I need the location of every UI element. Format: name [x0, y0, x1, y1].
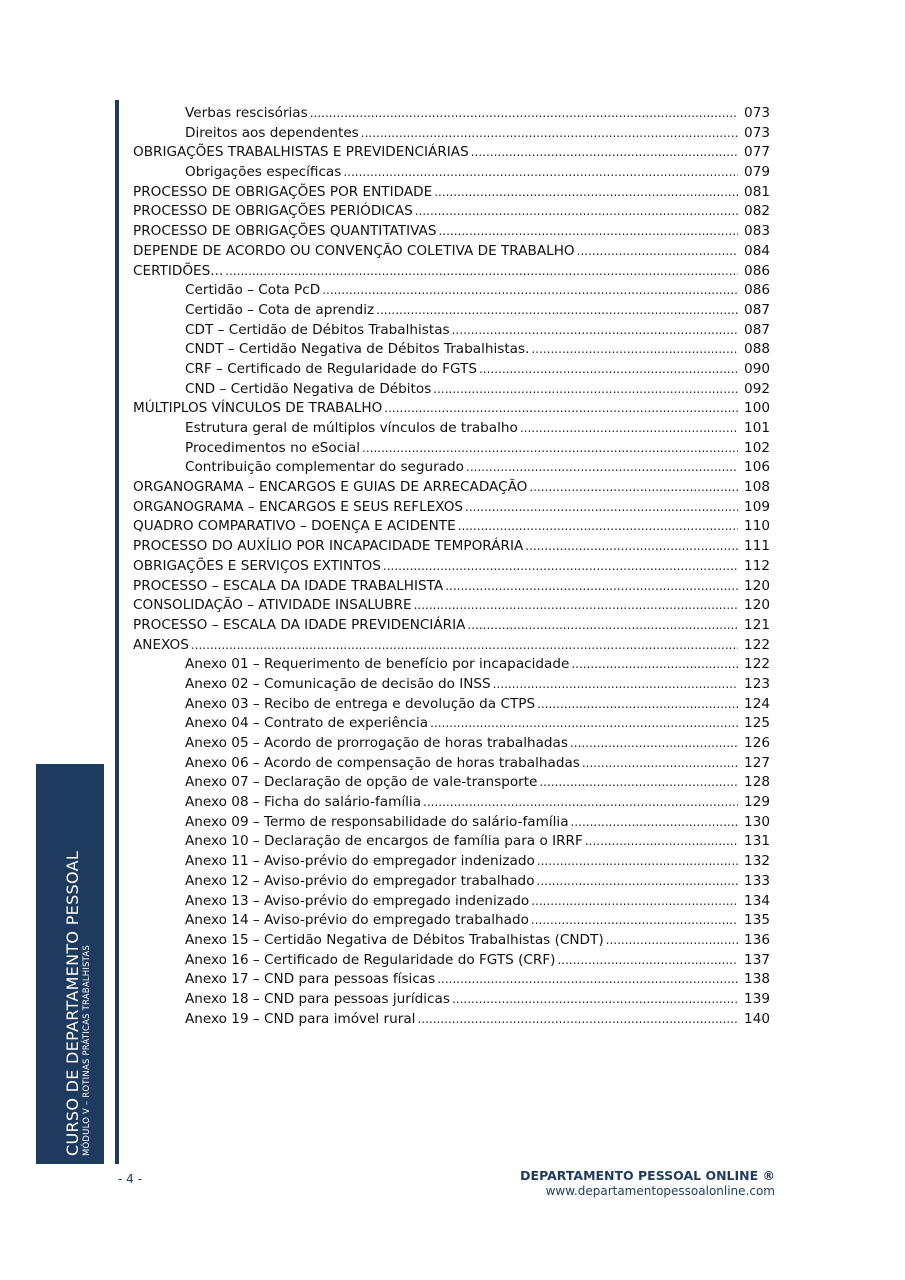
toc-entry	[133, 439, 770, 459]
toc-entry-page: 088	[744, 341, 770, 358]
toc-entry	[133, 577, 770, 597]
toc-entry-title: ORGANOGRAMA – ENCARGOS E GUIAS DE ARRECADAÇÃO	[133, 479, 528, 496]
toc-entry-page: 083	[744, 223, 770, 240]
toc-entry-page: 121	[744, 616, 770, 633]
toc-leader-dots	[376, 301, 738, 321]
toc-entry-page: 090	[744, 360, 770, 377]
toc-entry	[133, 931, 770, 951]
toc-entry	[133, 399, 770, 419]
toc-entry-page: 137	[744, 951, 770, 968]
toc-entry-page: 128	[744, 774, 770, 791]
toc-entry-page: 135	[744, 912, 770, 929]
toc-entry	[133, 360, 770, 380]
toc-leader-dots	[362, 439, 738, 459]
toc-leader-dots	[577, 242, 738, 262]
toc-entry	[133, 458, 770, 478]
toc-leader-dots	[479, 360, 738, 380]
toc-entry	[133, 990, 770, 1010]
toc-entry	[133, 655, 770, 675]
toc-entry	[133, 340, 770, 360]
toc-entry	[133, 104, 770, 124]
toc-entry-page: 087	[744, 321, 770, 338]
toc-leader-dots	[520, 419, 738, 439]
footer-brand: DEPARTAMENTO PESSOAL ONLINE ®	[520, 1168, 775, 1183]
toc-entry	[133, 281, 770, 301]
toc-entry-title: CONSOLIDAÇÃO – ATIVIDADE INSALUBRE	[133, 597, 412, 614]
toc-entry-page: 134	[744, 892, 770, 909]
toc-entry-title: CNDT – Certidão Negativa de Débitos Trabalhistas.	[185, 341, 530, 358]
toc-entry-title: Anexo 05 – Acordo de prorrogação de horas trabalhadas	[185, 735, 568, 751]
toc-entry	[133, 301, 770, 321]
toc-entry-page: 132	[744, 853, 770, 870]
toc-leader-dots	[384, 399, 738, 419]
toc-entry	[133, 892, 770, 912]
toc-entry	[133, 636, 770, 656]
toc-leader-dots	[322, 281, 738, 301]
margin-rule	[115, 100, 119, 1164]
toc-entry	[133, 380, 770, 400]
toc-entry-title: PROCESSO DE OBRIGAÇÕES POR ENTIDADE	[133, 183, 433, 200]
toc-leader-dots	[582, 754, 738, 774]
toc-entry	[133, 222, 770, 242]
toc-entry-title: Obrigações específicas	[185, 164, 342, 181]
toc-entry-page: 102	[744, 439, 770, 456]
toc-entry	[133, 675, 770, 695]
toc-entry-page: 081	[744, 183, 770, 200]
toc-entry	[133, 202, 770, 222]
toc-entry-page: 110	[744, 518, 770, 535]
toc-entry-title: ANEXOS	[133, 636, 189, 653]
toc-entry	[133, 183, 770, 203]
toc-entry	[133, 596, 770, 616]
toc-entry-title: Procedimentos no eSocial	[185, 439, 360, 456]
toc-entry-title: ORGANOGRAMA – ENCARGOS E SEUS REFLEXOS	[133, 498, 464, 515]
toc-leader-dots	[438, 222, 738, 242]
toc-entry-title: DEPENDE DE ACORDO OU CONVENÇÃO COLETIVA DE TRABALHO	[133, 242, 575, 259]
toc-entry-page: 138	[744, 971, 770, 988]
toc-entry	[133, 695, 770, 715]
toc-leader-dots	[537, 695, 738, 715]
toc-entry	[133, 852, 770, 872]
toc-entry	[133, 773, 770, 793]
toc-leader-dots	[452, 990, 738, 1010]
toc-entry-page: 112	[744, 557, 770, 574]
toc-entry-page: 124	[744, 695, 770, 712]
toc-entry-title: Anexo 09 – Termo de responsabilidade do salário-família	[185, 813, 569, 830]
toc-leader-dots	[445, 577, 738, 597]
toc-entry-page: 109	[744, 498, 770, 515]
toc-entry-title: Certidão – Cota de aprendiz	[185, 301, 375, 318]
toc-entry	[133, 242, 770, 262]
toc-entry	[133, 478, 770, 498]
toc-entry-title: CDT – Certidão de Débitos Trabalhistas	[185, 321, 450, 338]
toc-leader-dots	[571, 655, 738, 675]
sidebar-text	[44, 756, 112, 1156]
toc-entry-title: Anexo 01 – Requerimento de benefício por incapacidade	[185, 656, 570, 673]
toc-entry-title: Anexo 10 – Declaração de encargos de família para o IRRF	[185, 833, 583, 850]
toc-entry-title: Anexo 06 – Acordo de compensação de horas trabalhadas	[185, 754, 580, 771]
toc-entry-title: PROCESSO – ESCALA DA IDADE PREVIDENCIÁRIA	[133, 616, 466, 633]
toc-entry-title: Anexo 07 – Declaração de opção de vale-transporte	[185, 774, 538, 791]
toc-entry-page: 077	[744, 144, 770, 161]
toc-entry-page: 125	[744, 715, 770, 732]
toc-entry-title: Verbas rescisórias	[185, 105, 308, 121]
toc-entry-page: 122	[744, 636, 770, 653]
toc-leader-dots	[537, 852, 738, 872]
toc-leader-dots	[433, 380, 738, 400]
toc-leader-dots	[458, 517, 738, 537]
toc-entry	[133, 537, 770, 557]
toc-entry-title: Certidão – Cota PcD	[185, 282, 321, 299]
toc-leader-dots	[525, 537, 738, 557]
toc-entry-page: 133	[744, 872, 770, 889]
toc-entry	[133, 734, 770, 754]
toc-entry-title: Anexo 08 – Ficha do salário-família	[185, 794, 422, 811]
sidebar-tab	[36, 764, 104, 1164]
toc-entry-title: Direitos aos dependentes	[185, 124, 359, 141]
toc-entry-title: PROCESSO DE OBRIGAÇÕES PERIÓDICAS	[133, 203, 413, 220]
toc-entry-page: 140	[744, 1010, 770, 1027]
toc-entry-title: Anexo 02 – Comunicação de decisão do INSS	[185, 675, 491, 692]
toc-entry-page: 079	[744, 164, 770, 181]
toc-leader-dots	[606, 931, 738, 951]
toc-entry-page: 126	[744, 735, 770, 751]
toc-entry	[133, 262, 770, 282]
toc-leader-dots	[191, 636, 738, 656]
toc-entry-title: Anexo 18 – CND para pessoas jurídicas	[185, 990, 450, 1007]
toc-entry-title: QUADRO COMPARATIVO – DOENÇA E ACIDENTE	[133, 518, 456, 535]
toc-leader-dots	[531, 892, 738, 912]
toc-leader-dots	[452, 321, 738, 341]
page-number: - 4 -	[118, 1172, 142, 1186]
toc-leader-dots	[537, 872, 738, 892]
toc-entry	[133, 793, 770, 813]
toc-entry-title: Contribuição complementar do segurado	[185, 459, 464, 476]
toc-entry	[133, 557, 770, 577]
toc-entry	[133, 616, 770, 636]
toc-entry-page: 092	[744, 380, 770, 397]
toc-entry	[133, 970, 770, 990]
toc-leader-dots	[225, 262, 738, 282]
toc-leader-dots	[471, 143, 738, 163]
table-of-contents	[133, 104, 770, 1029]
toc-leader-dots	[585, 832, 738, 852]
toc-entry	[133, 124, 770, 144]
toc-leader-dots	[529, 478, 738, 498]
toc-entry-page: 101	[744, 420, 770, 436]
toc-leader-dots	[467, 616, 738, 636]
toc-entry-page: 086	[744, 282, 770, 299]
toc-entry-page: 120	[744, 577, 770, 594]
toc-leader-dots	[430, 714, 738, 734]
toc-entry-title: Anexo 04 – Contrato de experiência	[185, 715, 429, 732]
toc-leader-dots	[531, 911, 738, 931]
toc-entry-page: 130	[744, 813, 770, 830]
toc-leader-dots	[531, 340, 738, 360]
toc-leader-dots	[343, 163, 738, 183]
toc-entry-page: 131	[744, 833, 770, 850]
toc-entry	[133, 951, 770, 971]
toc-entry-page: 129	[744, 794, 770, 811]
module-subtitle: MÓDULO V – ROTINAS PRÁTICAS TRABALHISTAS	[82, 944, 92, 1156]
toc-leader-dots	[361, 124, 738, 144]
toc-entry	[133, 163, 770, 183]
toc-entry-page: 073	[744, 105, 770, 121]
toc-entry-page: 087	[744, 301, 770, 318]
toc-entry-title: Anexo 12 – Aviso-prévio do empregador trabalhado	[185, 872, 535, 889]
toc-leader-dots	[423, 793, 738, 813]
toc-entry	[133, 321, 770, 341]
toc-leader-dots	[557, 951, 738, 971]
toc-entry	[133, 813, 770, 833]
toc-entry	[133, 419, 770, 439]
toc-entry-page: 122	[744, 656, 770, 673]
toc-entry-title: CRF – Certificado de Regularidade do FGTS	[185, 360, 477, 377]
toc-entry-page: 111	[744, 538, 770, 555]
toc-entry	[133, 714, 770, 734]
toc-entry-title: Anexo 19 – CND para imóvel rural	[185, 1010, 416, 1027]
toc-leader-dots	[383, 557, 738, 577]
toc-entry-page: 120	[744, 597, 770, 614]
toc-entry	[133, 1010, 770, 1030]
toc-leader-dots	[310, 104, 738, 124]
toc-entry	[133, 517, 770, 537]
toc-entry-page: 139	[744, 990, 770, 1007]
toc-entry	[133, 143, 770, 163]
footer-url: www.departamentopessoalonline.com	[545, 1184, 775, 1198]
course-title: CURSO DE DEPARTAMENTO PESSOAL	[63, 850, 82, 1156]
toc-leader-dots	[414, 596, 738, 616]
toc-entry	[133, 832, 770, 852]
toc-entry-title: Estrutura geral de múltiplos vínculos de trabalho	[185, 420, 518, 436]
toc-entry	[133, 911, 770, 931]
toc-leader-dots	[434, 183, 738, 203]
toc-entry-title: PROCESSO DE OBRIGAÇÕES QUANTITATIVAS	[133, 223, 437, 240]
toc-leader-dots	[465, 498, 738, 518]
toc-leader-dots	[493, 675, 738, 695]
toc-entry-page: 082	[744, 203, 770, 220]
toc-entry-title: Anexo 16 – Certificado de Regularidade do FGTS (CRF)	[185, 951, 556, 968]
toc-leader-dots	[571, 813, 738, 833]
toc-entry	[133, 754, 770, 774]
toc-entry-page: 123	[744, 675, 770, 692]
toc-entry	[133, 498, 770, 518]
toc-entry-title: Anexo 13 – Aviso-prévio do empregado indenizado	[185, 892, 530, 909]
toc-entry-title: CERTIDÕES...	[133, 262, 224, 279]
toc-entry-title: Anexo 15 – Certidão Negativa de Débitos Trabalhistas (CNDT)	[185, 931, 604, 948]
toc-entry-page: 084	[744, 242, 770, 259]
toc-entry	[133, 872, 770, 892]
toc-entry-title: PROCESSO DO AUXÍLIO POR INCAPACIDADE TEMPORÁRIA	[133, 538, 524, 555]
toc-entry-page: 100	[744, 400, 770, 417]
toc-entry-title: PROCESSO – ESCALA DA IDADE TRABALHISTA	[133, 577, 444, 594]
toc-entry-title: OBRIGAÇÕES TRABALHISTAS E PREVIDENCIÁRIAS	[133, 144, 469, 161]
toc-leader-dots	[570, 734, 738, 754]
toc-leader-dots	[437, 970, 738, 990]
toc-entry-page: 086	[744, 262, 770, 279]
toc-entry-title: OBRIGAÇÕES E SERVIÇOS EXTINTOS	[133, 557, 381, 574]
toc-entry-title: Anexo 17 – CND para pessoas físicas	[185, 971, 436, 988]
toc-entry-page: 108	[744, 479, 770, 496]
toc-entry-page: 106	[744, 459, 770, 476]
toc-leader-dots	[415, 202, 738, 222]
toc-entry-page: 136	[744, 931, 770, 948]
toc-entry-page: 073	[744, 124, 770, 141]
toc-entry-page: 127	[744, 754, 770, 771]
toc-entry-title: CND – Certidão Negativa de Débitos	[185, 380, 432, 397]
toc-entry-title: MÚLTIPLOS VÍNCULOS DE TRABALHO	[133, 400, 383, 417]
toc-leader-dots	[417, 1010, 738, 1030]
toc-entry-title: Anexo 14 – Aviso-prévio do empregado trabalhado	[185, 912, 529, 929]
toc-entry-title: Anexo 11 – Aviso-prévio do empregador indenizado	[185, 853, 535, 870]
toc-leader-dots	[539, 773, 738, 793]
toc-entry-title: Anexo 03 – Recibo de entrega e devolução da CTPS	[185, 695, 536, 712]
toc-leader-dots	[466, 458, 738, 478]
